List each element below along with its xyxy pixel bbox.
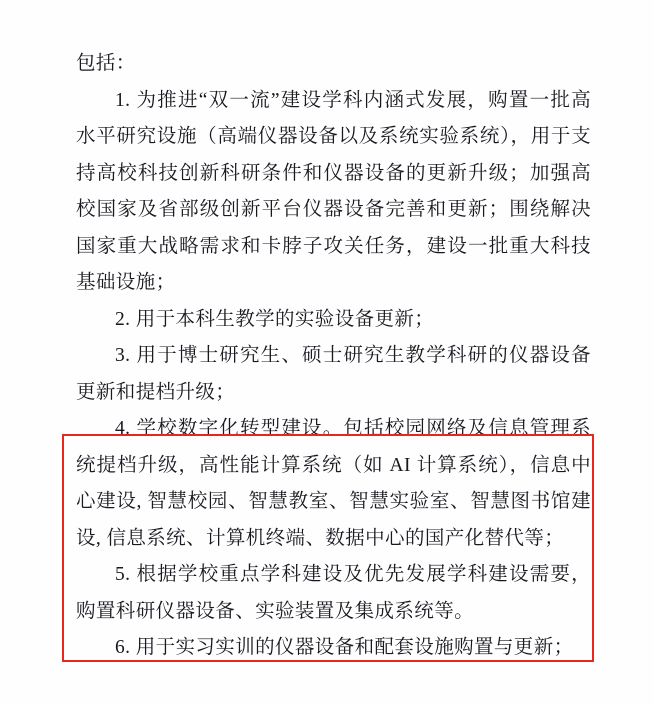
highlighted-block [76, 411, 591, 630]
paragraph-item-2: 2. 用于本科生教学的实验设备更新； [115, 308, 435, 330]
lead-line: 包括： [76, 53, 136, 74]
paragraph-item-6: 6. 用于实习实训的仪器设备和配套设施购置与更新； [115, 637, 574, 658]
paragraph-item-5: 5. 根据学校重点学科建设及优先发展学科建设需要，购置科研仪器设备、实验装置及集成系统等。 [76, 564, 591, 622]
paragraph-item-3: 3. 用于博士研究生、硕士研究生教学科研的仪器设备更新和提档升级； [76, 345, 591, 403]
paragraph-item-4: 4. 学校数字化转型建设。包括校园网络及信息管理系统提档升级，高性能计算系统（如 AI 计算系统），信息中心建设, 智慧校园、智慧教室、智慧实验室、智慧图书馆建设, 信息系统、计算机终端、数据中心的国产化替代等； [76, 418, 591, 549]
paragraph-item-1: 1. 为推进“双一流”建设学科内涵式发展，购置一批高水平研究设施（高端仪器设备以及系统实验系统），用于支持高校科技创新科研条件和仪器设备的更新升级；加强高校国家及省部级创新平台仪器设备完善和更新；围绕解决国家重大战略需求和卡脖子攻关任务，建设一批重大科技基础设施； [76, 89, 591, 293]
